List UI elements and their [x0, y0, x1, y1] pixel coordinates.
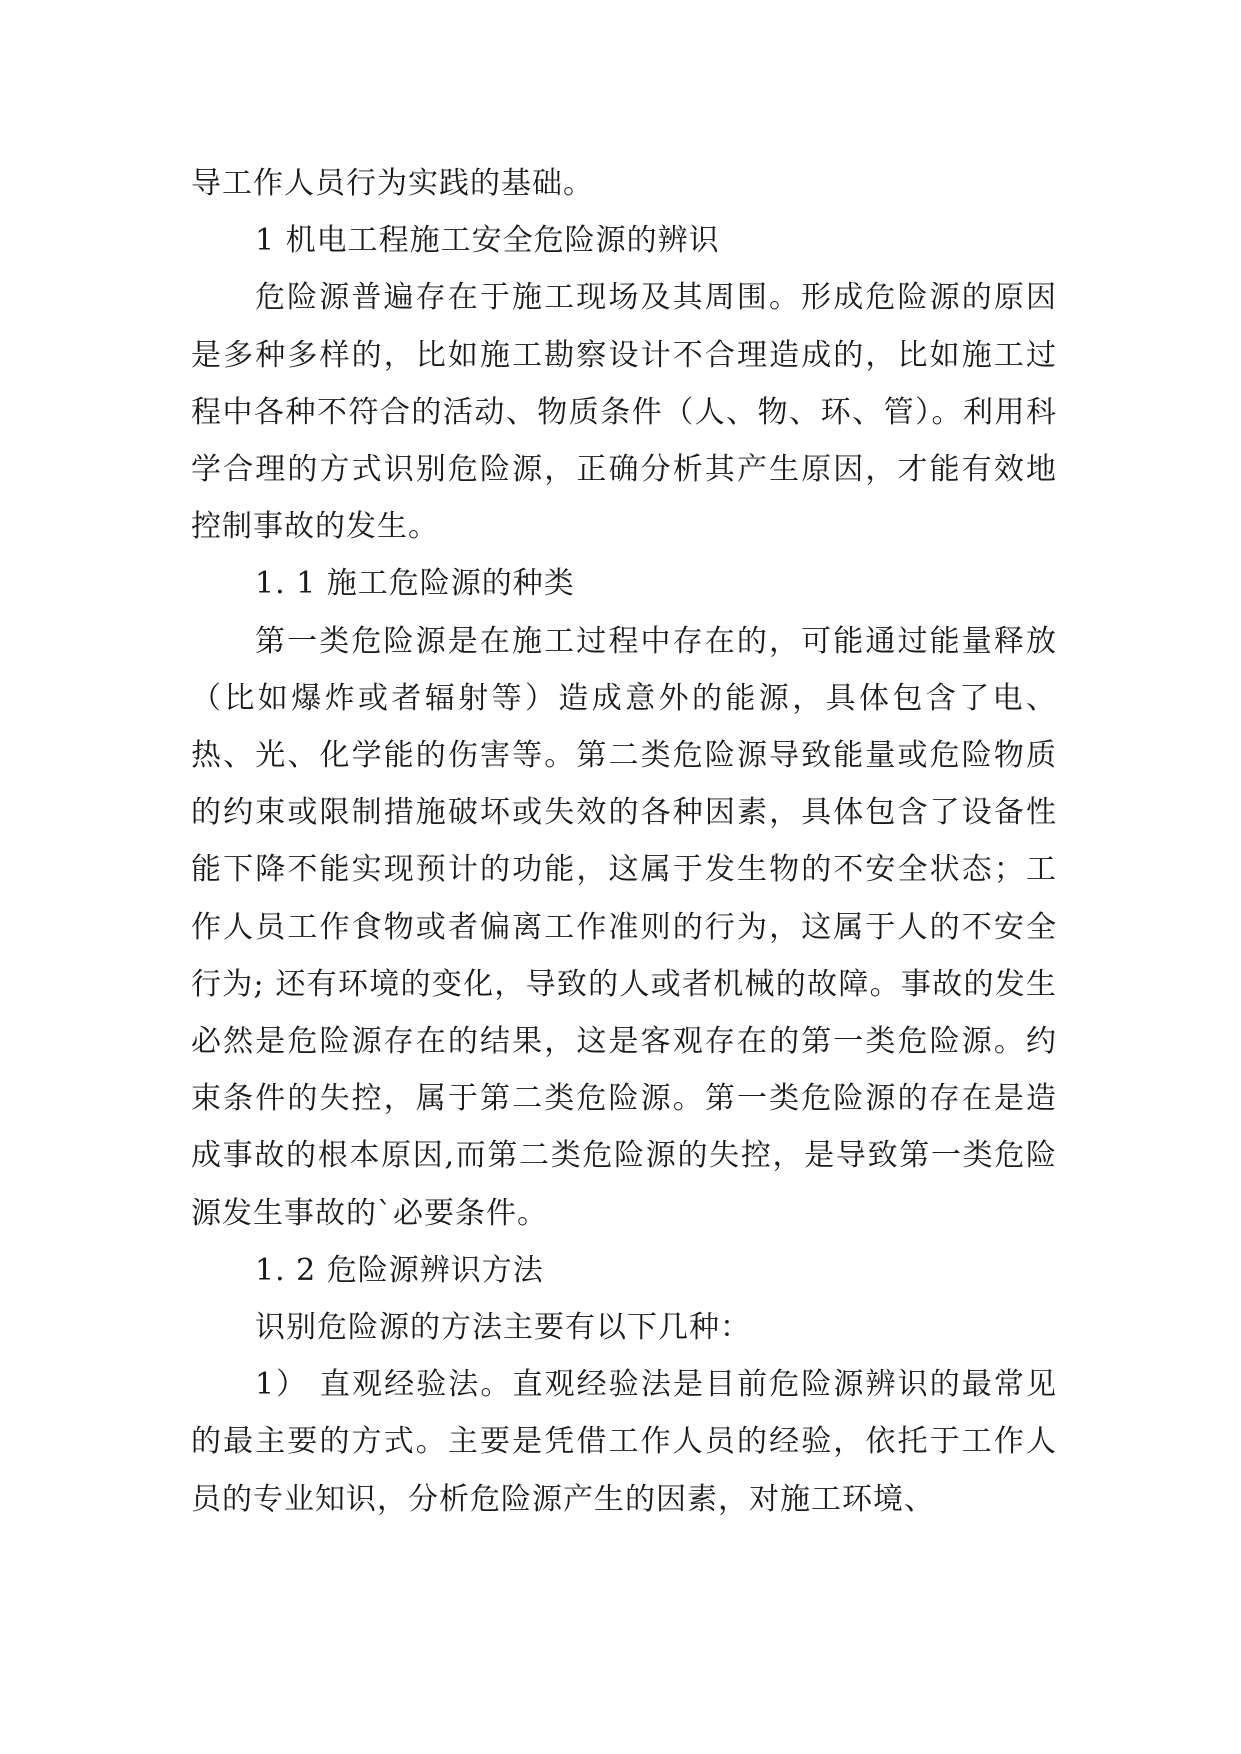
body-text — [191, 155, 1057, 1528]
section-heading-1-1: 1. 1 施工危险源的种类 — [255, 566, 575, 602]
paragraph-methods-intro: 识别危险源的方法主要有以下几种： — [255, 1310, 751, 1346]
paragraph-hazard-types: 第一类危险源是在施工过程中存在的，可能通过能量释放（比如爆炸或者辐射等）造成意外的能源，具体包含了电、热、光、化学能的伤害等。第二类危险源导致能量或危险物质的约束或限制措施破坏或失效的各种因素，具体包含了设备性能下降不能实现预计的功能，这属于发生物的不安全状态；工作人员工作食物或者偏离工作准则的行为，这属于人的不安全行为; 还有环境的变化，导致的人或者机械的故障。事故的发生必然是危险源存在的结果，这是客观存在的第一类危险源。约束条件的失控，属于第二类危险源。第一类危险源的存在是造成事故的根本原因,而第二类危险源的失控，是导致第一类危险源发生事故的`必要条件。 — [191, 623, 1057, 1231]
paragraph-hazard-overview: 危险源普遍存在于施工现场及其周围。形成危险源的原因是多种多样的，比如施工勘察设计不合理造成的，比如施工过程中各种不符合的活动、物质条件（人、物、环、管）。利用科学合理的方式识别危险源，正确分析其产生原因，才能有效地控制事故的发生。 — [191, 280, 1057, 545]
section-heading-1-2: 1. 2 危险源辨识方法 — [255, 1252, 544, 1288]
paragraph-method-1: 1） 直观经验法。直观经验法是目前危险源辨识的最常见的最主要的方式。主要是凭借工作人员的经验，依托于工作人员的专业知识，分析危险源产生的因素，对施工环境、 — [191, 1367, 1057, 1517]
section-heading-1: 1 机电工程施工安全危险源的辨识 — [255, 223, 720, 259]
paragraph-intro-tail: 导工作人员行为实践的基础。 — [191, 166, 594, 201]
